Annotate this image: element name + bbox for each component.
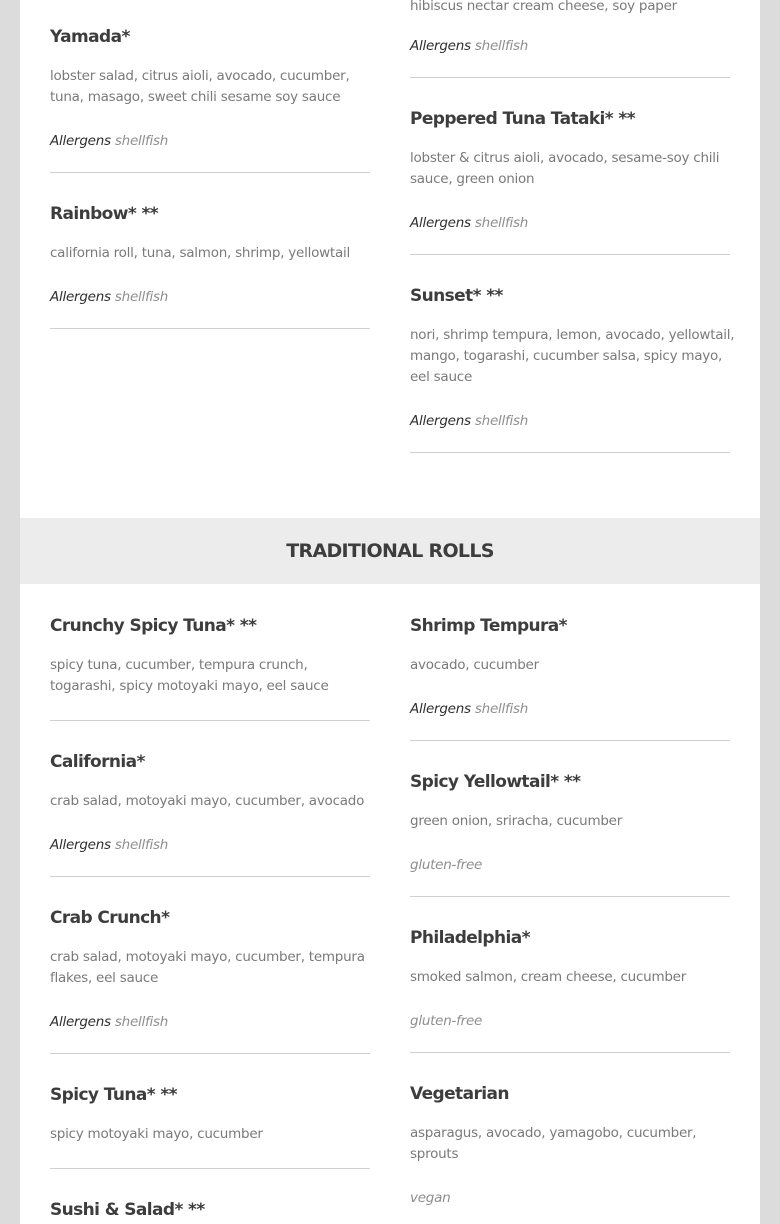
menu-card [20,0,760,1224]
item-divider [50,1168,370,1169]
allergens-label: Allergens [410,38,471,54]
allergens-label: Allergens [410,413,471,429]
item-name: California* [50,752,145,772]
allergen-value: shellfish [474,38,529,54]
item-name: Shrimp Tempura* [410,616,567,636]
item-divider [50,720,370,721]
item-description: lobster salad, citrus aioli, avocado, cucumber, tuna, masago, sweet chili sesame soy sauce [50,68,350,105]
item-name: Yamada* [50,27,130,47]
item-name: Crab Crunch* [50,908,170,928]
item-description: lobster & citrus aioli, avocado, sesame-soy chili sauce, green onion [410,150,720,187]
item-description: avocado, cucumber [410,657,539,673]
item-divider [410,254,730,255]
item-description: crab salad, motoyaki mayo, cucumber, tempura flakes, eel sauce [50,949,365,986]
item-name: Rainbow* ** [50,204,159,224]
item-description: spicy motoyaki mayo, cucumber [50,1126,263,1142]
allergen-info [50,835,168,855]
item-description: asparagus, avocado, yamagobo, cucumber, sprouts [410,1125,697,1162]
item-name: Sunset* ** [410,286,503,306]
allergen-info [50,287,168,307]
allergen-value: shellfish [474,701,529,717]
allergens-label: Allergens [50,133,111,149]
item-description: nori, shrimp tempura, lemon, avocado, yellowtail, mango, togarashi, cucumber salsa, spicy mayo, eel sauce [410,327,735,385]
allergens-label: Allergens [410,215,471,231]
diet-tag: gluten-free [410,1013,483,1029]
item-name: Philadelphia* [410,928,530,948]
item-divider [410,896,730,897]
item-description: green onion, sriracha, cucumber [410,813,623,829]
item-description: smoked salmon, cream cheese, cucumber [410,969,687,985]
item-divider [50,1053,370,1054]
allergen-value: shellfish [114,1014,169,1030]
item-name: Spicy Yellowtail* ** [410,772,581,792]
item-divider [50,172,370,173]
allergens-label: Allergens [50,1014,111,1030]
item-divider [50,328,370,329]
allergen-value: shellfish [474,215,529,231]
item-name: Vegetarian [410,1084,509,1104]
allergen-value: shellfish [474,413,529,429]
item-name: Crunchy Spicy Tuna* ** [50,616,257,636]
item-name: Spicy Tuna* ** [50,1085,177,1105]
diet-tag: vegan [410,1190,451,1206]
item-divider [410,740,730,741]
item-name: Sushi & Salad* ** [50,1200,205,1220]
diet-tag: gluten-free [410,857,483,873]
item-description: california roll, tuna, salmon, shrimp, yellowtail [50,245,350,261]
item-divider [410,1052,730,1053]
allergen-info [410,411,528,431]
item-divider [50,876,370,877]
allergens-label: Allergens [50,837,111,853]
allergen-info [410,36,528,56]
item-description: crab salad, motoyaki mayo, cucumber, avocado [50,793,365,809]
allergen-value: shellfish [114,837,169,853]
allergens-label: Allergens [410,701,471,717]
allergen-value: shellfish [114,133,169,149]
allergen-info [50,1012,168,1032]
item-name: Peppered Tuna Tataki* ** [410,109,635,129]
item-description: spicy tuna, cucumber, tempura crunch, togarashi, spicy motoyaki mayo, eel sauce [50,657,329,694]
item-divider [410,77,730,78]
allergens-label: Allergens [50,289,111,305]
allergen-info [410,699,528,719]
section-header [20,518,760,584]
allergen-info [410,213,528,233]
allergen-value: shellfish [114,289,169,305]
allergen-info [50,131,168,151]
item-divider [410,452,730,453]
section-title: TRADITIONAL ROLLS [286,540,494,562]
item-description: hibiscus nectar cream cheese, soy paper [410,0,677,14]
